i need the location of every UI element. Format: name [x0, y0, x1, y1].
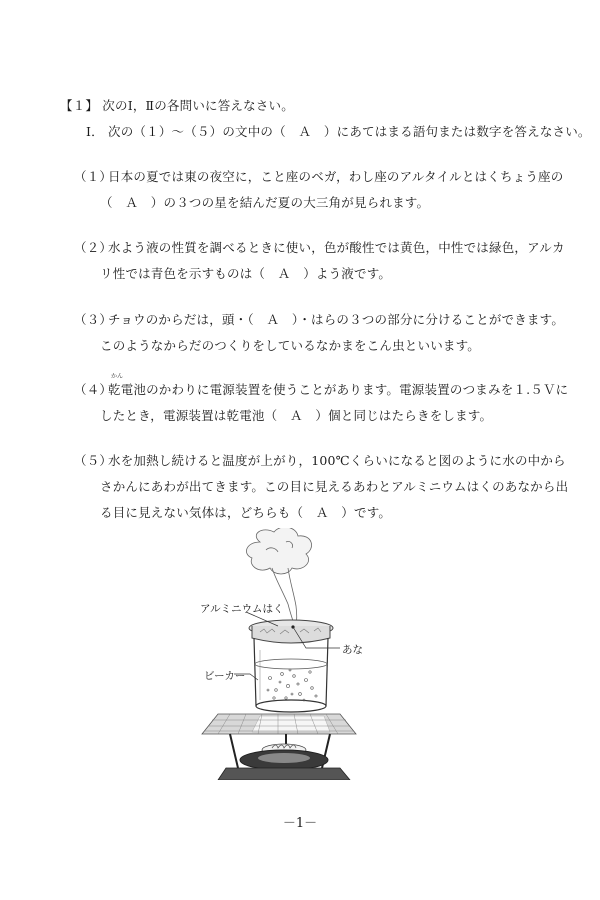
wire-gauze: [202, 714, 356, 734]
item-5-line-3: る目に見えない気体は，どちらも（ Ａ ）です。: [100, 505, 392, 520]
part-one-header: [86, 122, 591, 140]
question-instruction: 次のⅠ，Ⅱの各問いに答えなさい。: [102, 98, 294, 113]
item-2-line-1: 水よう液の性質を調べるときに使い，色が酸性では黄色，中性では緑色，アルカ: [108, 240, 565, 255]
item-4-furigana: かん: [111, 373, 124, 380]
item-4-line-1: 乾電池のかわりに電源装置を使うことがあります。電源装置のつまみを１.５Ｖに: [108, 382, 569, 397]
item-2-line-2: リ性では青色を示すものは（ Ａ ）よう液です。: [100, 266, 392, 281]
item-5-line-1: 水を加熱し続けると温度が上がり，100℃くらいになると図のように水の中から: [108, 453, 566, 468]
item-1-number: （１）: [74, 169, 113, 184]
item-2-number: （２）: [74, 240, 113, 255]
part-one-instruction: 次の（１）～（５）の文中の（ Ａ ）にあてはまる語句または数字を答えなさい。: [108, 124, 591, 139]
item-4-line-2: したとき，電源装置は乾電池（ Ａ ）個と同じはたらきをします。: [100, 408, 493, 423]
label-hole: あな: [342, 644, 363, 656]
item-5-line-2: さかんにあわが出てきます。この目に見えるあわとアルミニウムはくのあなから出: [100, 479, 569, 494]
question-number: 【１】: [60, 98, 99, 113]
label-beaker: ビーカー: [204, 670, 246, 682]
item-1-line-2: （ Ａ ）の３つの星を結んだ夏の大三角が見られます。: [100, 195, 430, 210]
question-header: [60, 96, 294, 114]
part-one-label: Ⅰ．: [86, 124, 104, 139]
item-3-line-2: このようなからだのつくりをしているなかまをこん虫といいます。: [100, 338, 481, 353]
aluminum-foil: [249, 620, 333, 643]
beaker: [254, 638, 328, 712]
page-number: －1－: [282, 816, 318, 831]
item-3-number: （３）: [74, 312, 113, 327]
item-4-number: （４）: [74, 382, 113, 397]
item-1-line-1: 日本の夏では東の夜空に，こと座のベガ，わし座のアルタイルとはくちょう座の: [108, 169, 564, 184]
item-3-line-1: チョウのからだは，頭・（ Ａ ）・はらの３つの部分に分けることができます。: [108, 312, 565, 327]
item-5-number: （５）: [74, 453, 113, 468]
bubbles: [267, 669, 317, 701]
label-aluminum-foil: アルミニウムはく: [200, 603, 284, 615]
gas-burner: [218, 744, 350, 780]
